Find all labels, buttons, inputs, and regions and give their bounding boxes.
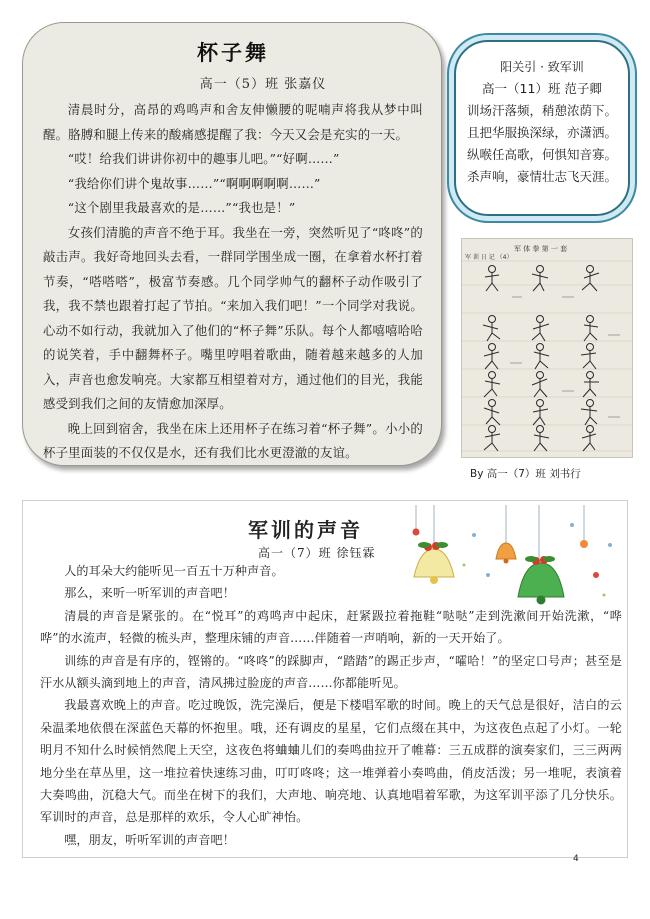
paragraph: 清晨时分，高昂的鸡鸣声和舍友伸懒腰的呢喃声将我从梦中叫醒。胳膊和腿上传来的酸痛感提醒了我：今天又会是充实的一天。	[43, 102, 423, 142]
paragraph: 女孩们清脆的声音不绝于耳。我坐在一旁，突然听见了“咚咚”的敲击声。我好奇地回头去看，一群同学围坐成一圈，在拿着水杯打着节奏，“嗒嗒嗒”，极富节奏感。几个同学帅气的翻杯子动作吸引了我，我不禁也跟着打起了节拍。“来加入我们吧！”一个同学对我说。心动不如行动，我就加入了他们的“杯子舞”乐队。每个人都嘻嘻哈哈的说笑着，手中翻舞杯子。嘴里哼唱着歌曲，随着越来越多的人加入，声音也愈发响亮。大家都互相望着对方，通过他们的目光，我能感受到我们之间的友情愈加深厚。	[43, 224, 423, 411]
paragraph: 晚上回到宿舍，我坐在床上还用杯子在练习着“杯子舞”。小小的杯子里面装的不仅仅是水，还有我们比水更澄澈的友谊。	[43, 420, 423, 460]
paragraph: “哎！给我们讲讲你初中的趣事儿吧。”“好啊……”	[67, 151, 340, 166]
paragraph: 清晨的声音是紧张的。在“悦耳”的鸡鸣声中起床，赶紧趿拉着拖鞋“哒哒”走到洗漱间开始洗漱，“哗哗”的水流声，轻微的梳头声，整理床铺的声音……伴随着一声哨响，新的一天开始了。	[40, 608, 622, 646]
article-title: 杯子舞	[197, 40, 269, 65]
poem-box	[454, 40, 630, 216]
poem-line: 杀声响，豪情壮志飞天涯。	[466, 169, 617, 184]
article-sounds-of-training	[40, 560, 622, 851]
poem-title: 阳关引 · 致军训	[500, 60, 584, 74]
sketch-header: 军 训 日 记 （4）	[465, 254, 513, 261]
poem-line: 且把华服换深绿，亦潇洒。	[466, 125, 617, 140]
article-author: 高一（5）班 张嘉仪	[199, 77, 327, 92]
article-cup-dance	[22, 22, 442, 466]
poem-line: 纵喉任高歌，何惧知音寡。	[466, 147, 617, 162]
paragraph: 训练的声音是有序的，铿锵的。“咚咚”的踩脚声，“踏踏”的踢正步声，“嚯哈！”的坚定口号声；甚至是汗水从额头滴到地上的声音，清风拂过脸庞的声音……你都能听见。	[40, 653, 622, 691]
paragraph: 那么，来听一听军训的声音吧！	[64, 586, 235, 601]
paragraph: 人的耳朵大约能听见一百五十万种声音。	[64, 564, 284, 578]
paragraph: 我最喜欢晚上的声音。吃过晚饭，洗完澡后，便是下楼唱军歌的时间。晚上的天气总是很好，洁白的云朵温柔地依偎在深蓝色天幕的怀抱里。哦，还有调皮的星星，它们点缀在其中，为这夜色点起了小灯。一轮明月不知什么时候悄然爬上天空，这夜色将蛐蛐儿们的奏鸣曲拉开了帷幕：三五成群的演奏家们，三三两两地分坐在草丛里，这一堆拉着快速练习曲，叮叮咚咚；这一堆弹着小奏鸣曲，俏皮活泼；另一堆呢，表演着大奏鸣曲，沉稳大气。而坐在树下的我们，大声地、响亮地、认真地唱着军歌，为这军训平添了几分快乐。军训时的声音，总是那样的欢乐，令人心旷神怡。	[40, 698, 622, 825]
sketch-caption: By 高一（7）班 刘书行	[470, 468, 581, 480]
paragraph: 嘿，朋友，听听军训的声音吧！	[64, 832, 235, 847]
martial-arts-sketch-photo	[461, 238, 633, 458]
sketch-title: 军 体 拳 第 一 套	[514, 245, 568, 253]
poem-author: 高一（11）班 范子卿	[482, 81, 602, 96]
paragraph: “这个剧里我最喜欢的是……”“我也是！”	[67, 200, 296, 215]
article-title: 军训的声音	[248, 518, 363, 542]
page-number: 4	[573, 854, 579, 864]
stick-figure-drawing	[462, 239, 632, 457]
paragraph: “我给你们讲个鬼故事……”“啊啊啊啊啊……”	[67, 175, 321, 191]
article-author: 高一（7）班 徐钰霖	[258, 546, 376, 560]
poem-line: 训场汗落频，稍憩浓荫下。	[466, 103, 617, 118]
